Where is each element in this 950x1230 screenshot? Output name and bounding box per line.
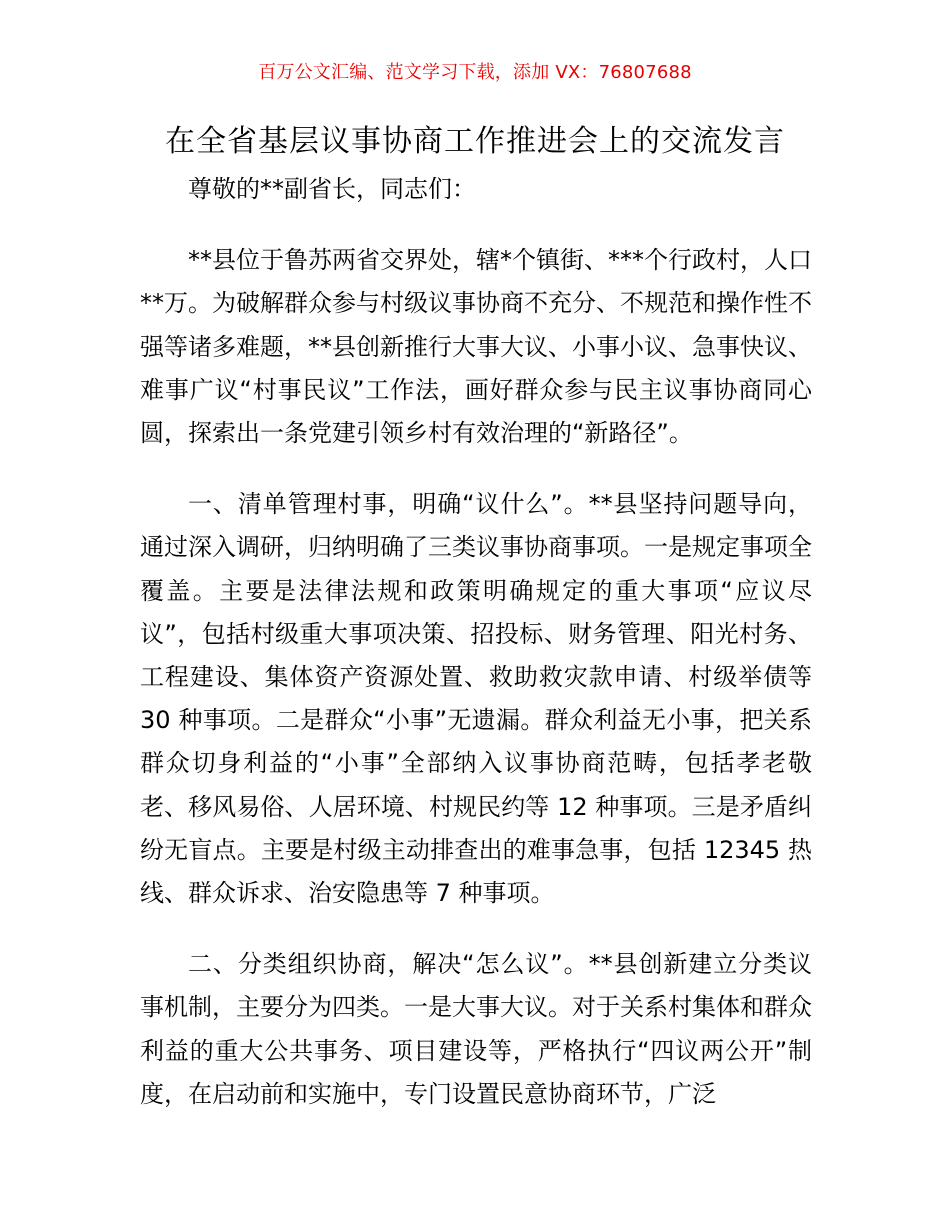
paragraph-section-one: 一、清单管理村事，明确“议什么”。**县坚持问题导向，通过深入调研，归纳明确了三类议事协商事项。一是规定事项全覆盖。主要是法律法规和政策明确规定的重大事项“应议尽议”，包括村级重大事项决策、招投标、财务管理、阳光村务、工程建设、集体资产资源处置、救助救灾款申请、村级举债等 30 种事项。二是群众“小事”无遗漏。群众利益无小事，把关系群众切身利益的“小事”全部纳入议事协商范畴，包括孝老敬老、移风易俗、人居环境、村规民约等 12 种事项。三是矛盾纠纷无盲点。主要是村级主动排查出的难事急事，包括 12345 热线、群众诉求、治安隐患等 7 种事项。 [140, 490, 812, 908]
salutation: 尊敬的**副省长，同志们： [188, 175, 476, 203]
document-body [140, 168, 812, 1144]
header-note: 百万公文汇编、范文学习下载，添加 VX：76807688 [258, 62, 692, 83]
document-title: 在全省基层议事协商工作推进会上的交流发言 [165, 124, 785, 159]
paragraph-intro: **县位于鲁苏两省交界处，辖*个镇街、***个行政村，人口**万。为破解群众参与村级议事协商不充分、不规范和操作性不强等诸多难题，**县创新推行大事大议、小事小议、急事快议、难事广议“村事民议”工作法，画好群众参与民主议事协商同心圆，探索出一条党建引领乡村有效治理的“新路径”。 [140, 246, 812, 448]
paragraph-section-two: 二、分类组织协商，解决“怎么议”。**县创新建立分类议事机制，主要分为四类。一是大事大议。对于关系村集体和群众利益的重大公共事务、项目建设等，严格执行“四议两公开”制度，在启动前和实施中，专门设置民意协商环节，广泛 [140, 950, 812, 1108]
